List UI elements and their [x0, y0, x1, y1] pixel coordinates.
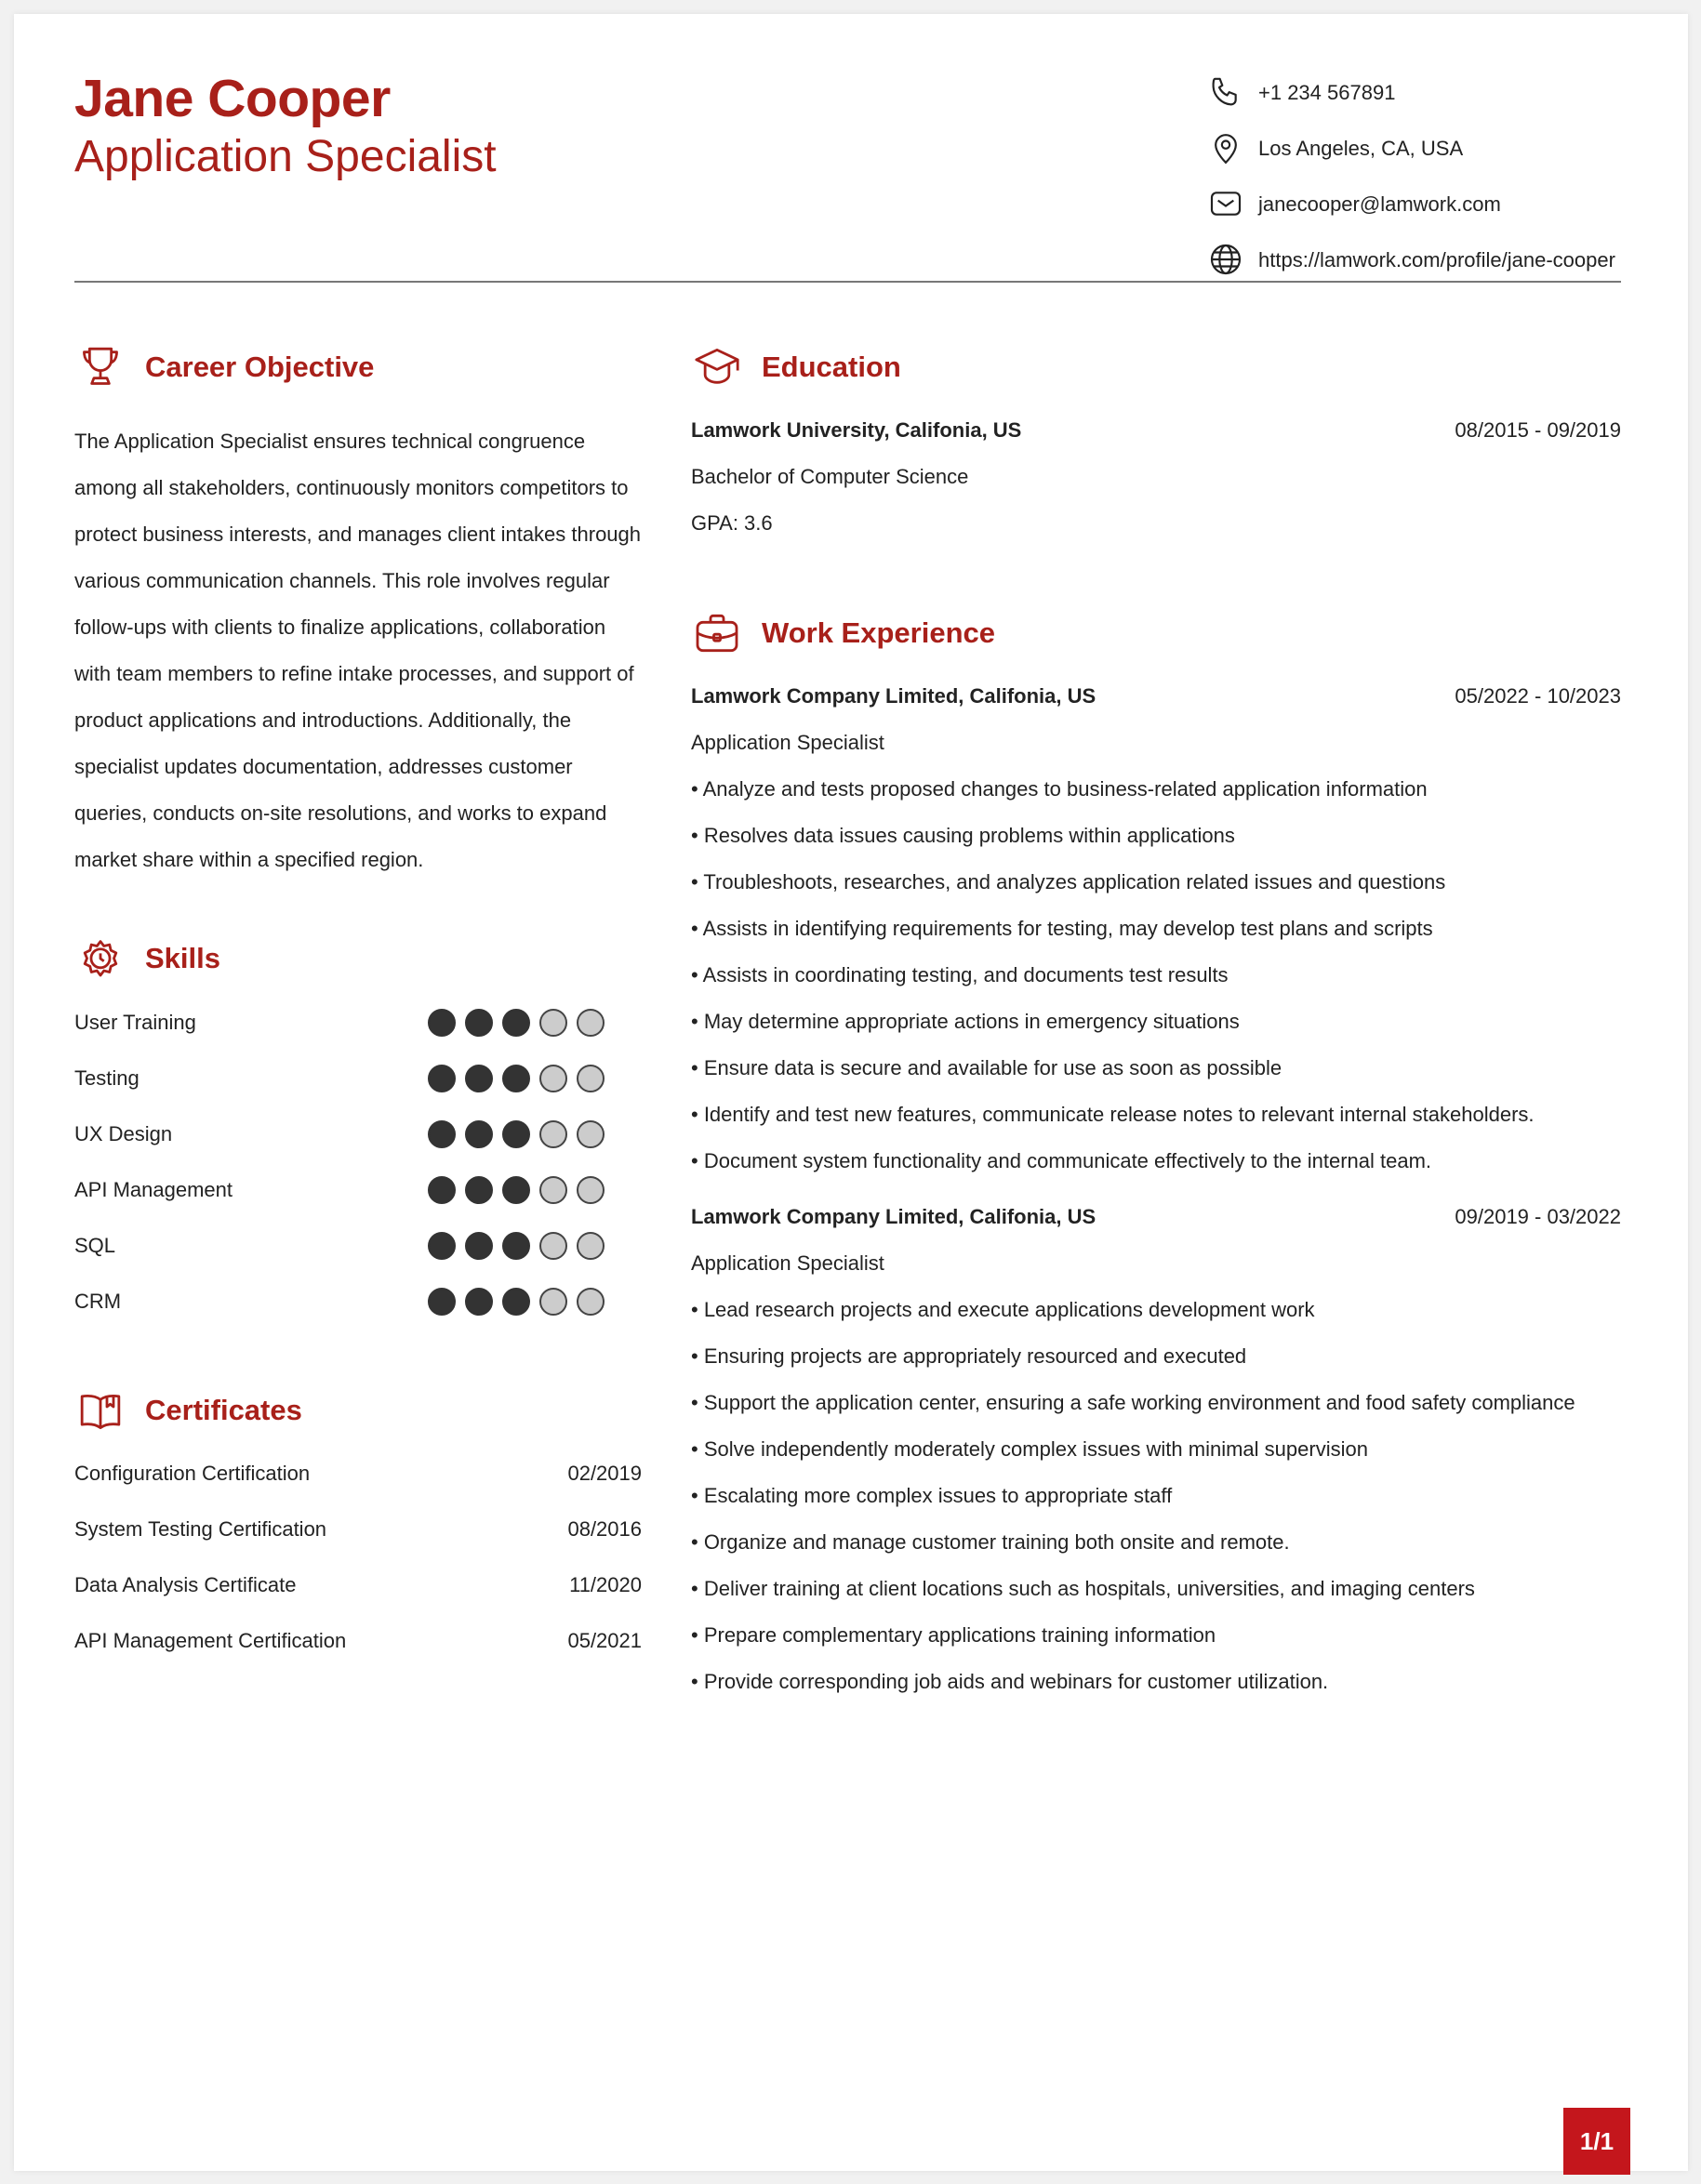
- education-degree: Bachelor of Computer Science: [691, 465, 969, 488]
- skill-rating: [428, 1009, 614, 1037]
- job-company: Lamwork Company Limited, Califonia, US: [691, 684, 1096, 708]
- work-experience-heading: Work Experience: [762, 616, 995, 649]
- rating-dot-filled: [465, 1232, 493, 1260]
- contact-website-text: https://lamwork.com/profile/jane-cooper: [1258, 248, 1615, 271]
- job-bullet-text: • Prepare complementary applications training information: [691, 1623, 1216, 1647]
- rating-dot-filled: [428, 1120, 456, 1148]
- job-bullet-text: • Solve independently moderately complex issues with minimal supervision: [691, 1437, 1368, 1461]
- rating-dot-filled: [428, 1232, 456, 1260]
- job-header: [691, 684, 1621, 731]
- job-bullet: [691, 1437, 1621, 1484]
- skill-label: SQL: [74, 1234, 116, 1257]
- certificate-row: [74, 1571, 642, 1627]
- job-bullet-text: • Provide corresponding job aids and webinars for customer utilization.: [691, 1670, 1329, 1693]
- rating-dot-filled: [502, 1065, 530, 1092]
- education-gpa: GPA: 3.6: [691, 511, 773, 535]
- certificate-name: Data Analysis Certificate: [74, 1573, 297, 1596]
- certificate-date: 11/2020: [569, 1573, 642, 1596]
- contact-location-text: Los Angeles, CA, USA: [1258, 137, 1464, 160]
- certificate-row: [74, 1460, 642, 1516]
- job-company: Lamwork Company Limited, Califonia, US: [691, 1205, 1096, 1228]
- skill-row: [74, 1009, 642, 1065]
- skill-label: CRM: [74, 1290, 122, 1313]
- rating-dot-filled: [465, 1009, 493, 1037]
- rating-dot-filled: [502, 1009, 530, 1037]
- rating-dot-empty: [539, 1009, 567, 1037]
- skill-label: User Training: [74, 1011, 196, 1034]
- job-bullet: [691, 1010, 1621, 1056]
- rating-dot-empty: [577, 1120, 605, 1148]
- work-experience-list: [691, 684, 1621, 1716]
- skill-row: [74, 1176, 642, 1232]
- job-bullet: [691, 1623, 1621, 1670]
- rating-dot-filled: [465, 1288, 493, 1316]
- job-bullet-text: • Support the application center, ensuring a safe working environment and food safety compliance: [691, 1391, 1575, 1414]
- contact-list: [1207, 70, 1635, 293]
- career-objective-text: The Application Specialist ensures technical congruence among all stakeholders, continuously monitors competitors to protect business interests, and manages client intakes through various communication channels. This role involves regular follow-ups with clients to finalize applications, collaboration with team members to refine intake processes, and support of product applications and introductions. Additionally, the specialist updates documentation, addresses customer queries, conducts on-site resolutions, and works to expand market share within a specified region.: [74, 430, 642, 871]
- job-bullet-text: • Troubleshoots, researches, and analyzes application related issues and questions: [691, 870, 1446, 893]
- gear-clock-icon: [74, 933, 126, 985]
- job-bullet: [691, 1670, 1621, 1716]
- job-bullet-text: • Escalating more complex issues to appropriate staff: [691, 1484, 1173, 1507]
- skill-rating: [428, 1232, 614, 1260]
- job-bullet: [691, 1484, 1621, 1530]
- contact-website: [1207, 237, 1635, 293]
- job-bullet-text: • Assists in identifying requirements for testing, may develop test plans and scripts: [691, 917, 1433, 940]
- education-entry: [691, 418, 1621, 558]
- job-bullet: [691, 1344, 1621, 1391]
- contact-email: [1207, 181, 1635, 237]
- job-dates: 09/2019 - 03/2022: [1455, 1205, 1621, 1228]
- rating-dot-empty: [539, 1120, 567, 1148]
- resume-page: [14, 14, 1688, 2171]
- rating-dot-empty: [577, 1009, 605, 1037]
- job-bullet-text: • Document system functionality and communicate effectively to the internal team.: [691, 1149, 1432, 1172]
- contact-location: [1207, 126, 1635, 181]
- job-bullet: [691, 1298, 1621, 1344]
- skills-list: [74, 1009, 642, 1343]
- certificate-row: [74, 1516, 642, 1571]
- job-bullet: [691, 777, 1621, 824]
- job-bullet-text: • Deliver training at client locations such as hospitals, universities, and imaging centers: [691, 1577, 1475, 1600]
- open-book-icon: [74, 1384, 126, 1436]
- job-bullet-text: • Organize and manage customer training both onsite and remote.: [691, 1530, 1290, 1554]
- rating-dot-empty: [577, 1232, 605, 1260]
- job-bullet-text: • Resolves data issues causing problems within applications: [691, 824, 1235, 847]
- certificates-list: [74, 1460, 642, 1683]
- contact-email-text: janecooper@lamwork.com: [1258, 192, 1501, 216]
- skill-rating: [428, 1120, 614, 1148]
- rating-dot-filled: [428, 1009, 456, 1037]
- job-bullet-text: • Ensure data is secure and available for use as soon as possible: [691, 1056, 1282, 1079]
- job-bullet-text: • Identify and test new features, communicate release notes to relevant internal stakeholders.: [691, 1103, 1535, 1126]
- rating-dot-filled: [465, 1176, 493, 1204]
- candidate-title: Application Specialist: [74, 132, 497, 181]
- job-entry: [691, 684, 1621, 1205]
- rating-dot-filled: [428, 1176, 456, 1204]
- rating-dot-filled: [465, 1065, 493, 1092]
- certificate-date: 08/2016: [567, 1517, 642, 1541]
- rating-dot-empty: [539, 1288, 567, 1316]
- location-pin-icon: [1207, 129, 1244, 166]
- education-school: Lamwork University, Califonia, US: [691, 418, 1022, 442]
- rating-dot-empty: [539, 1232, 567, 1260]
- graduation-cap-icon: [691, 341, 743, 393]
- rating-dot-filled: [502, 1120, 530, 1148]
- job-bullet-text: • Ensuring projects are appropriately resourced and executed: [691, 1344, 1247, 1368]
- header-divider: [74, 281, 1621, 283]
- job-bullet: [691, 1149, 1621, 1196]
- job-entry: [691, 1205, 1621, 1716]
- job-bullet: [691, 1391, 1621, 1437]
- skill-rating: [428, 1288, 614, 1316]
- career-objective-heading: Career Objective: [145, 351, 375, 383]
- job-bullet: [691, 1103, 1621, 1149]
- job-dates: 05/2022 - 10/2023: [1455, 684, 1621, 708]
- job-role: Application Specialist: [691, 731, 884, 754]
- education-heading: Education: [762, 351, 901, 383]
- job-bullet: [691, 917, 1621, 963]
- skill-row: [74, 1120, 642, 1176]
- candidate-name: Jane Cooper: [74, 69, 391, 128]
- skills-heading: Skills: [145, 942, 220, 974]
- page-indicator: 1/1: [1563, 2108, 1630, 2175]
- certificate-date: 05/2021: [567, 1629, 642, 1652]
- certificate-date: 02/2019: [567, 1462, 642, 1485]
- contact-phone-text: +1 234 567891: [1258, 81, 1396, 104]
- rating-dot-filled: [502, 1232, 530, 1260]
- rating-dot-filled: [428, 1065, 456, 1092]
- phone-icon: [1207, 73, 1244, 111]
- rating-dot-filled: [502, 1176, 530, 1204]
- skill-rating: [428, 1176, 614, 1204]
- job-bullet: [691, 1577, 1621, 1623]
- certificates-heading: Certificates: [145, 1394, 302, 1426]
- job-bullet: [691, 870, 1621, 917]
- job-bullet-text: • Lead research projects and execute applications development work: [691, 1298, 1315, 1321]
- rating-dot-empty: [539, 1065, 567, 1092]
- certificate-row: [74, 1627, 642, 1683]
- education-dates: 08/2015 - 09/2019: [1455, 418, 1621, 442]
- rating-dot-filled: [465, 1120, 493, 1148]
- skill-row: [74, 1065, 642, 1120]
- job-role-row: [691, 731, 1621, 777]
- job-bullet-text: • Analyze and tests proposed changes to business-related application information: [691, 777, 1428, 801]
- job-header: [691, 1205, 1621, 1251]
- job-bullet: [691, 963, 1621, 1010]
- job-spacer: [691, 1196, 1621, 1205]
- certificate-name: Configuration Certification: [74, 1462, 311, 1485]
- rating-dot-filled: [428, 1288, 456, 1316]
- job-role: Application Specialist: [691, 1251, 884, 1275]
- job-bullet: [691, 1056, 1621, 1103]
- mail-icon: [1207, 185, 1244, 222]
- skill-label: Testing: [74, 1066, 140, 1090]
- job-bullet: [691, 1530, 1621, 1577]
- contact-phone: [1207, 70, 1635, 126]
- job-bullet-text: • Assists in coordinating testing, and documents test results: [691, 963, 1229, 986]
- skill-row: [74, 1232, 642, 1288]
- rating-dot-empty: [539, 1176, 567, 1204]
- job-bullet: [691, 824, 1621, 870]
- job-bullet-text: • May determine appropriate actions in emergency situations: [691, 1010, 1240, 1033]
- briefcase-icon: [691, 607, 743, 659]
- rating-dot-empty: [577, 1065, 605, 1092]
- certificate-name: System Testing Certification: [74, 1517, 327, 1541]
- skill-label: API Management: [74, 1178, 233, 1201]
- rating-dot-filled: [502, 1288, 530, 1316]
- job-role-row: [691, 1251, 1621, 1298]
- skill-rating: [428, 1065, 614, 1092]
- rating-dot-empty: [577, 1176, 605, 1204]
- trophy-icon: [74, 341, 126, 393]
- globe-icon: [1207, 241, 1244, 278]
- skill-label: UX Design: [74, 1122, 173, 1145]
- skill-row: [74, 1288, 642, 1343]
- certificate-name: API Management Certification: [74, 1629, 347, 1652]
- rating-dot-empty: [577, 1288, 605, 1316]
